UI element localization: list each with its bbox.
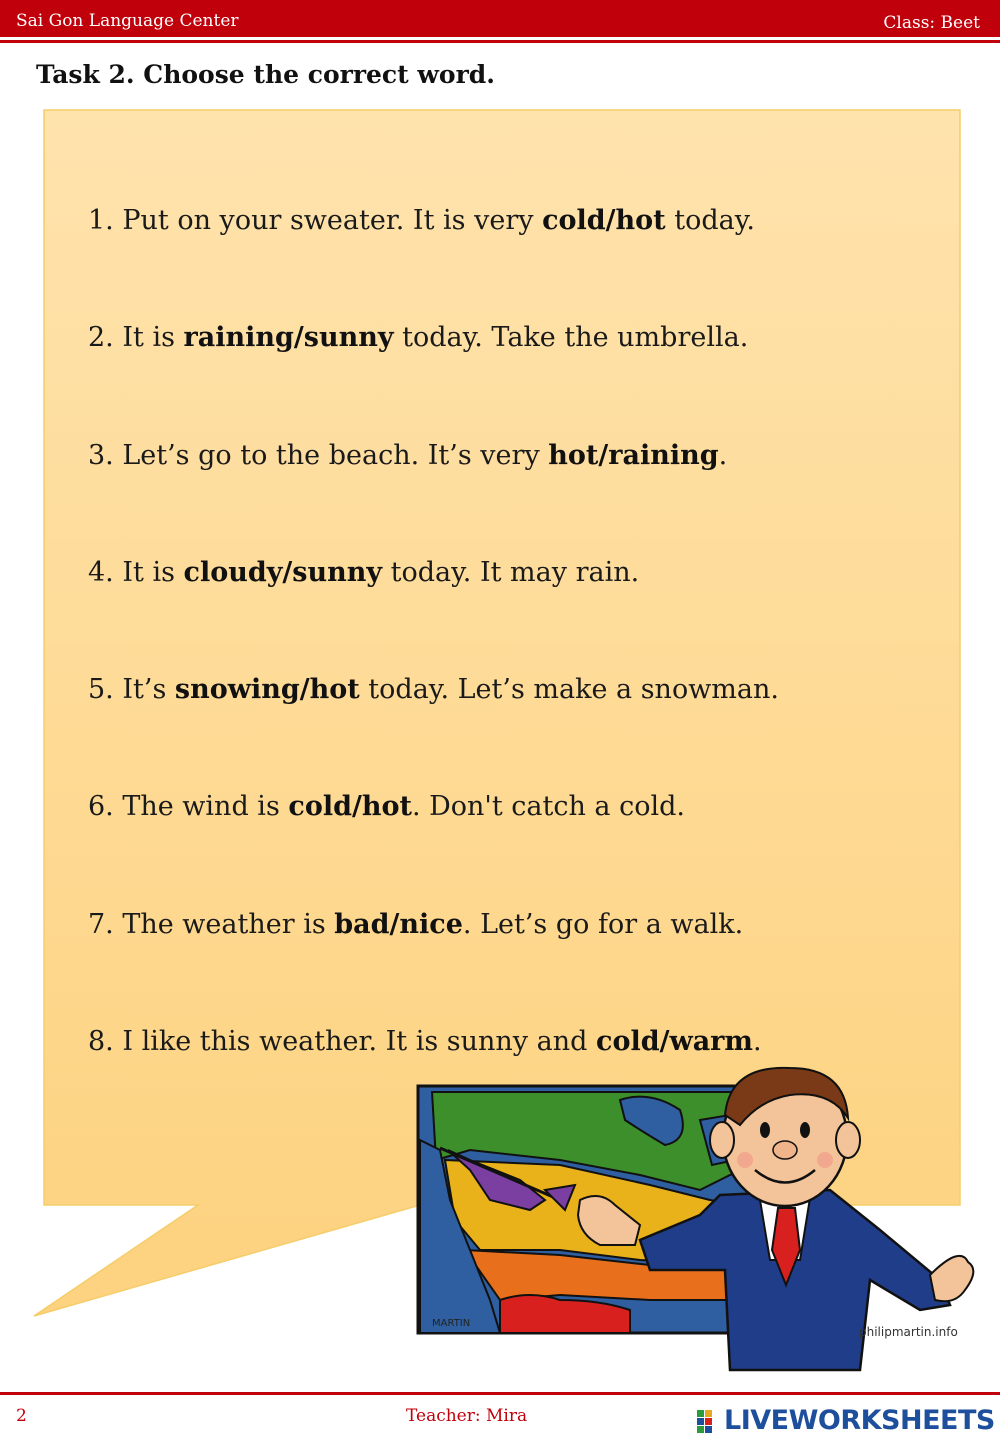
word-choice[interactable]: cold/hot bbox=[542, 205, 666, 236]
word-choice[interactable]: hot/raining bbox=[548, 439, 719, 471]
list-item: 2. It is raining/sunny today. Take the umbrella. bbox=[88, 322, 749, 354]
liveworksheets-logo-icon bbox=[697, 1410, 721, 1434]
list-item: 3. Let’s go to the beach. It’s very hot/raining. bbox=[88, 439, 728, 471]
task-title: Task 2. Choose the correct word. bbox=[36, 60, 495, 89]
class-label: Class: Beet bbox=[883, 13, 980, 33]
word-choice[interactable]: cold/hot bbox=[288, 791, 412, 823]
word-choice[interactable]: bad/nice bbox=[334, 908, 463, 940]
teacher-name: Teacher: Mira bbox=[406, 1406, 528, 1426]
list-item: 4. It is cloudy/sunny today. It may rain. bbox=[88, 556, 640, 588]
word-choice[interactable]: raining/sunny bbox=[183, 322, 394, 354]
school-name: Sai Gon Language Center bbox=[16, 11, 239, 31]
illustration-credit: philipmartin.info bbox=[859, 1325, 958, 1339]
page-number: 2 bbox=[16, 1406, 27, 1426]
list-item: 1. Put on your sweater. It is very cold/hot today. bbox=[88, 205, 755, 236]
list-item: 6. The wind is cold/hot. Don't catch a cold. bbox=[88, 791, 685, 823]
footer-divider bbox=[0, 1392, 1000, 1395]
list-item: 5. It’s snowing/hot today. Let’s make a snowman. bbox=[88, 674, 779, 706]
word-choice[interactable]: cold/warm bbox=[596, 1026, 753, 1058]
list-item: 8. I like this weather. It is sunny and cold/warm. bbox=[88, 1026, 762, 1058]
word-choice[interactable]: snowing/hot bbox=[174, 674, 360, 706]
brand-name[interactable]: LIVEWORKSHEETS bbox=[724, 1405, 995, 1436]
map-signature: MARTIN bbox=[432, 1318, 471, 1329]
word-choice[interactable]: cloudy/sunny bbox=[183, 556, 383, 588]
list-item: 7. The weather is bad/nice. Let’s go for a walk. bbox=[88, 908, 744, 940]
